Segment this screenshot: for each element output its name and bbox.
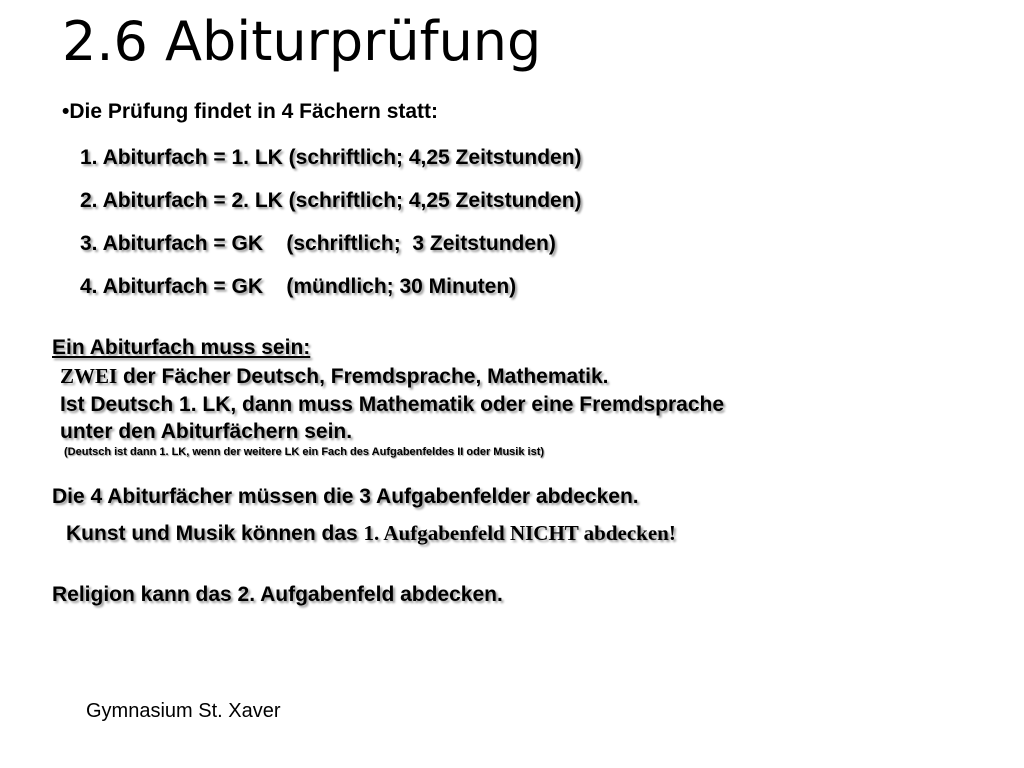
coverage-line: Die 4 Abiturfächer müssen die 3 Aufgabenfelder abdecken. — [52, 485, 639, 508]
rule-line-1 — [60, 364, 609, 389]
rules-heading: Ein Abiturfach muss sein: — [52, 336, 311, 359]
intro-bullet: •Die Prüfung findet in 4 Fächern statt: — [62, 100, 439, 123]
kunst-musik-text: Kunst und Musik können das — [66, 522, 364, 545]
rule-line-1-text: der Fächer Deutsch, Fremdsprache, Mathematik. — [117, 365, 609, 388]
rule-note: (Deutsch ist dann 1. LK, wenn der weitere LK ein Fach des Aufgabenfeldes II oder Musik ist) — [64, 446, 545, 458]
abiturfach-4: 4. Abiturfach = GK (mündlich; 30 Minuten) — [80, 275, 517, 298]
footer-school-name: Gymnasium St. Xaver — [86, 700, 281, 722]
rule-line-1-emphasis: ZWEI — [60, 364, 118, 388]
kunst-musik-emphasis: 1. Aufgabenfeld NICHT abdecken! — [363, 521, 676, 545]
abiturfach-2: 2. Abiturfach = 2. LK (schriftlich; 4,25 Zeitstunden) — [80, 189, 582, 212]
abiturfach-1: 1. Abiturfach = 1. LK (schriftlich; 4,25 Zeitstunden) — [80, 146, 582, 169]
abiturfach-3: 3. Abiturfach = GK (schriftlich; 3 Zeitstunden) — [80, 232, 556, 255]
religion-line: Religion kann das 2. Aufgabenfeld abdecken. — [52, 583, 503, 606]
slide-title: 2.6 Abiturprüfung — [62, 10, 542, 73]
kunst-musik-line — [66, 521, 676, 546]
rule-line-3: unter den Abiturfächern sein. — [60, 420, 353, 443]
rule-line-2: Ist Deutsch 1. LK, dann muss Mathematik oder eine Fremdsprache — [60, 393, 725, 416]
